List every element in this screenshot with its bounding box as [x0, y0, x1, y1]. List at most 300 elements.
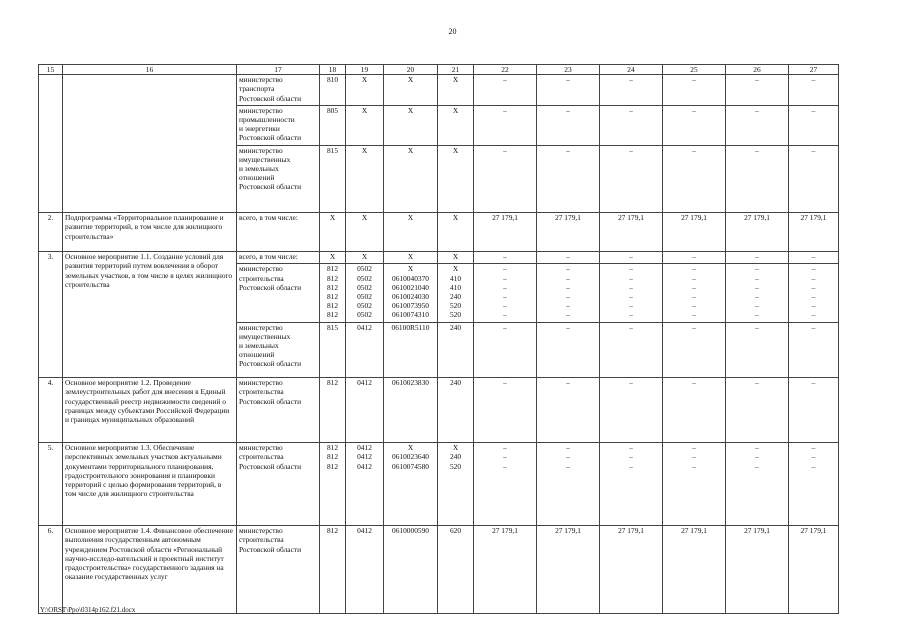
- value-block: [789, 105, 838, 145]
- cell-value: 0412: [357, 378, 372, 388]
- value-block: [726, 105, 788, 145]
- value-block: [438, 105, 473, 145]
- cell-value: –: [503, 378, 507, 388]
- cell-value: –: [566, 273, 570, 283]
- value-cell: [346, 526, 384, 614]
- cell-value: 520: [449, 301, 462, 311]
- value-cell: [384, 213, 438, 252]
- measure-name: Основное мероприятие 1.2. Проведение землеустроительных работ для внесения в Единый государственный реестр недвижимости сведений о границах между субъектами Российской Федерации и границах муниципальных образований: [63, 378, 237, 443]
- column-header: 25: [663, 65, 726, 75]
- value-cell: [320, 213, 346, 252]
- cell-value: –: [755, 291, 759, 301]
- executor-cell: [237, 378, 320, 443]
- cell-value: X: [407, 75, 414, 85]
- cell-value: 27 179,1: [555, 526, 581, 536]
- value-block: [384, 443, 437, 516]
- value-block: [663, 526, 725, 604]
- value-block: [438, 443, 473, 516]
- value-block: [384, 322, 437, 371]
- value-block: [600, 322, 662, 371]
- cell-value: 0610074310: [392, 310, 429, 320]
- cell-value: –: [755, 310, 759, 320]
- value-block: [537, 378, 599, 433]
- row-number: 6.: [39, 526, 63, 614]
- value-cell: [438, 443, 474, 526]
- value-block: [600, 213, 662, 242]
- column-header: 15: [39, 65, 63, 75]
- executor-cell: [237, 213, 320, 252]
- table-row: [39, 252, 839, 378]
- cell-value: 27 179,1: [681, 213, 707, 223]
- value-cell: [789, 443, 839, 526]
- cell-value: 06100R5110: [391, 322, 430, 332]
- cell-value: 0610073950: [392, 301, 429, 311]
- cell-value: X: [452, 145, 459, 155]
- value-cell: [726, 75, 789, 213]
- cell-value: –: [566, 378, 570, 388]
- measure-name: Подпрограмма «Территориальное планирование и развитие территорий, в том числе для жилищного строительства»: [63, 213, 237, 252]
- cell-value: 0502: [357, 264, 372, 274]
- value-block: [346, 145, 383, 206]
- cell-value: 0502: [357, 273, 372, 283]
- value-cell: [663, 75, 726, 213]
- executor-name: всего, в том числе:: [239, 213, 298, 223]
- value-block: [474, 213, 536, 242]
- value-cell: [346, 75, 384, 213]
- value-block: [474, 322, 536, 371]
- cell-value: –: [811, 282, 816, 292]
- value-cell: [726, 526, 789, 614]
- column-header: 20: [384, 65, 438, 75]
- value-cell: [537, 75, 600, 213]
- value-block: [537, 105, 599, 145]
- cell-value: –: [566, 291, 570, 301]
- value-block: [474, 105, 536, 145]
- value-block: [789, 252, 838, 263]
- cell-value: X: [407, 443, 414, 453]
- cell-value: 805: [326, 105, 339, 115]
- value-block: [726, 526, 788, 604]
- row-number: 3.: [39, 252, 63, 378]
- value-cell: [346, 378, 384, 443]
- cell-value: –: [755, 443, 759, 453]
- cell-value: –: [811, 264, 816, 274]
- value-block: [320, 213, 345, 242]
- cell-value: –: [503, 301, 507, 311]
- value-cell: [384, 252, 438, 378]
- cell-value: 410: [449, 282, 462, 292]
- measure-name: Основное мероприятие 1.1. Создание условий для развития территорий путем вовлечения в оборот земельных участков, в том числе в целях жилищного строительства: [63, 252, 237, 378]
- value-block: [320, 252, 345, 263]
- cell-value: –: [692, 105, 696, 115]
- cell-value: 812: [326, 282, 339, 292]
- value-block: [320, 443, 345, 516]
- cell-value: 812: [326, 443, 339, 453]
- cell-value: 0412: [357, 322, 372, 332]
- cell-value: –: [629, 322, 633, 332]
- cell-value: 27 179,1: [800, 213, 827, 223]
- value-block: [600, 75, 662, 105]
- cell-value: –: [566, 310, 570, 320]
- value-block: [600, 252, 662, 263]
- value-block: [320, 378, 345, 433]
- value-block: [474, 75, 536, 105]
- value-cell: [663, 252, 726, 378]
- cell-value: –: [811, 310, 816, 320]
- value-block: [537, 526, 599, 604]
- value-cell: [474, 213, 537, 252]
- value-cell: [789, 75, 839, 213]
- value-cell: [663, 443, 726, 526]
- value-block: [789, 443, 838, 516]
- cell-value: –: [566, 105, 570, 115]
- cell-value: –: [692, 252, 696, 262]
- value-cell: [789, 213, 839, 252]
- value-block: [789, 145, 838, 206]
- cell-value: 812: [326, 452, 339, 462]
- value-cell: [384, 526, 438, 614]
- value-block: [663, 105, 725, 145]
- measure-name: [63, 75, 237, 213]
- cell-value: –: [692, 443, 696, 453]
- value-block: [384, 213, 437, 242]
- value-block: [663, 322, 725, 371]
- value-block: [663, 145, 725, 206]
- cell-value: X: [407, 105, 414, 115]
- cell-value: 0502: [357, 301, 372, 311]
- value-block: [474, 526, 536, 604]
- cell-value: X: [361, 145, 368, 155]
- cell-value: –: [566, 461, 570, 471]
- cell-value: –: [811, 301, 816, 311]
- cell-value: 0412: [357, 461, 372, 471]
- cell-value: –: [692, 282, 696, 292]
- cell-value: 810: [326, 75, 339, 85]
- cell-value: 27 179,1: [800, 526, 827, 536]
- cell-value: –: [503, 443, 507, 453]
- column-header: 26: [726, 65, 789, 75]
- value-block: [663, 378, 725, 433]
- cell-value: –: [503, 273, 507, 283]
- value-cell: [789, 378, 839, 443]
- cell-value: –: [811, 461, 816, 471]
- cell-value: –: [629, 264, 633, 274]
- cell-value: 27 179,1: [618, 213, 644, 223]
- value-block: [789, 75, 838, 105]
- cell-value: 240: [449, 452, 462, 462]
- value-block: [346, 443, 383, 516]
- cell-value: –: [503, 461, 507, 471]
- cell-value: –: [692, 145, 696, 155]
- cell-value: –: [629, 310, 633, 320]
- cell-value: –: [755, 105, 759, 115]
- cell-value: 0610023830: [392, 378, 429, 388]
- value-block: [789, 526, 838, 604]
- value-cell: [438, 526, 474, 614]
- value-cell: [346, 443, 384, 526]
- cell-value: 520: [449, 310, 462, 320]
- value-block: [474, 378, 536, 433]
- cell-value: –: [755, 252, 759, 262]
- value-block: [474, 145, 536, 206]
- value-cell: [320, 526, 346, 614]
- value-block: [537, 263, 599, 321]
- cell-value: –: [811, 75, 816, 85]
- cell-value: –: [503, 145, 507, 155]
- value-block: [346, 263, 383, 321]
- cell-value: X: [329, 252, 336, 262]
- cell-value: –: [503, 310, 507, 320]
- value-cell: [438, 252, 474, 378]
- cell-value: 240: [449, 378, 462, 388]
- value-block: [600, 145, 662, 206]
- column-header: 16: [63, 65, 237, 75]
- cell-value: 0502: [357, 282, 372, 292]
- value-cell: [438, 213, 474, 252]
- cell-value: X: [452, 443, 459, 453]
- cell-value: 0502: [357, 310, 372, 320]
- value-block: [600, 526, 662, 604]
- cell-value: –: [811, 378, 816, 388]
- cell-value: –: [566, 443, 570, 453]
- value-block: [726, 252, 788, 263]
- measure-name: Основное мероприятие 1.4. Финансовое обеспечение выполнения государственным автономным учреждением Ростовской области «Региональный научно-исследо-вательский и проектный институт градостроительства» государственного задания на оказание государственных услуг: [63, 526, 237, 614]
- table-row: [39, 443, 839, 526]
- column-header: 27: [789, 65, 839, 75]
- cell-value: X: [407, 213, 414, 223]
- cell-value: 27 179,1: [555, 213, 581, 223]
- table-row: [39, 526, 839, 614]
- executor-name: министерство строительства Ростовской области: [239, 526, 302, 554]
- cell-value: 0412: [357, 443, 372, 453]
- cell-value: –: [692, 452, 696, 462]
- cell-value: 0502: [357, 291, 372, 301]
- cell-value: –: [692, 310, 696, 320]
- cell-value: –: [503, 105, 507, 115]
- value-cell: [600, 75, 663, 213]
- value-block: [320, 105, 345, 145]
- cell-value: X: [407, 252, 414, 262]
- value-cell: [600, 252, 663, 378]
- cell-value: 812: [326, 526, 339, 536]
- value-block: [726, 322, 788, 371]
- value-block: [726, 213, 788, 242]
- value-block: [438, 145, 473, 206]
- cell-value: –: [755, 145, 759, 155]
- value-cell: [346, 213, 384, 252]
- cell-value: 812: [326, 310, 339, 320]
- cell-value: –: [755, 322, 759, 332]
- cell-value: –: [629, 291, 633, 301]
- cell-value: –: [692, 273, 696, 283]
- value-cell: [474, 252, 537, 378]
- cell-value: –: [755, 452, 759, 462]
- cell-value: –: [692, 291, 696, 301]
- cell-value: –: [566, 282, 570, 292]
- executor-name: министерство строительства Ростовской области: [239, 378, 302, 406]
- cell-value: 410: [449, 273, 462, 283]
- cell-value: –: [692, 461, 696, 471]
- cell-value: –: [692, 264, 696, 274]
- column-header: 21: [438, 65, 474, 75]
- cell-value: –: [629, 282, 633, 292]
- cell-value: 27 179,1: [744, 526, 770, 536]
- value-block: [474, 443, 536, 516]
- value-cell: [384, 378, 438, 443]
- value-block: [726, 75, 788, 105]
- cell-value: –: [811, 291, 816, 301]
- value-block: [384, 145, 437, 206]
- value-block: [438, 252, 473, 263]
- value-block: [600, 443, 662, 516]
- table-row: [39, 75, 839, 213]
- cell-value: X: [361, 105, 368, 115]
- value-cell: [438, 378, 474, 443]
- cell-value: –: [811, 145, 816, 155]
- row-number: 5.: [39, 443, 63, 526]
- cell-value: 0610040370: [392, 273, 429, 283]
- cell-value: –: [811, 273, 816, 283]
- cell-value: –: [755, 273, 759, 283]
- cell-value: X: [361, 213, 368, 223]
- value-cell: [537, 213, 600, 252]
- value-block: [384, 75, 437, 105]
- value-block: [346, 213, 383, 242]
- cell-value: 27 179,1: [744, 213, 770, 223]
- value-cell: [600, 378, 663, 443]
- cell-value: –: [692, 322, 696, 332]
- value-block: [438, 75, 473, 105]
- value-cell: [600, 443, 663, 526]
- value-block: [600, 263, 662, 321]
- value-cell: [537, 443, 600, 526]
- cell-value: –: [629, 145, 633, 155]
- value-cell: [789, 526, 839, 614]
- cell-value: –: [629, 105, 633, 115]
- value-block: [537, 322, 599, 371]
- value-block: [726, 145, 788, 206]
- value-block: [537, 75, 599, 105]
- cell-value: –: [811, 105, 816, 115]
- row-number: [39, 75, 63, 213]
- value-cell: [438, 75, 474, 213]
- cell-value: 27 179,1: [492, 526, 518, 536]
- table-row: [39, 378, 839, 443]
- value-cell: [384, 75, 438, 213]
- cell-value: –: [629, 75, 633, 85]
- cell-value: X: [452, 213, 459, 223]
- value-cell: [789, 252, 839, 378]
- cell-value: –: [629, 252, 633, 262]
- value-cell: [474, 75, 537, 213]
- cell-value: 0610000590: [392, 526, 429, 536]
- value-cell: [663, 526, 726, 614]
- value-block: [789, 322, 838, 371]
- value-block: [438, 322, 473, 371]
- cell-value: –: [755, 75, 759, 85]
- cell-value: X: [452, 75, 459, 85]
- value-block: [537, 213, 599, 242]
- cell-value: –: [811, 322, 816, 332]
- column-header: 17: [237, 65, 320, 75]
- cell-value: 240: [449, 322, 462, 332]
- executor-name: министерство строительства Ростовской области: [237, 263, 319, 321]
- cell-value: –: [692, 378, 696, 388]
- value-block: [663, 75, 725, 105]
- cell-value: 0610024030: [392, 291, 429, 301]
- file-path: Y:\ORST\Ppo\0314p162.f21.docx: [40, 606, 136, 614]
- value-block: [438, 526, 473, 604]
- row-number: 4.: [39, 378, 63, 443]
- value-block: [789, 263, 838, 321]
- value-block: [384, 252, 437, 263]
- value-block: [346, 75, 383, 105]
- value-block: [438, 263, 473, 321]
- budget-table: [38, 64, 839, 614]
- cell-value: 812: [326, 461, 339, 471]
- column-header: 24: [600, 65, 663, 75]
- cell-value: X: [361, 75, 368, 85]
- cell-value: –: [811, 452, 816, 462]
- cell-value: 0610023640: [392, 452, 429, 462]
- value-block: [474, 252, 536, 263]
- executor-name: министерство строительства Ростовской области: [239, 443, 302, 471]
- executor-name: министерство промышленности и энергетики Ростовской области: [237, 105, 319, 145]
- value-cell: [474, 526, 537, 614]
- cell-value: 520: [449, 461, 462, 471]
- executor-cell: [237, 526, 320, 614]
- cell-value: –: [503, 452, 507, 462]
- column-header: 23: [537, 65, 600, 75]
- value-block: [384, 378, 437, 433]
- cell-value: –: [811, 252, 816, 262]
- value-block: [384, 105, 437, 145]
- value-block: [537, 443, 599, 516]
- value-cell: [537, 526, 600, 614]
- value-block: [600, 378, 662, 433]
- value-cell: [726, 213, 789, 252]
- value-block: [537, 145, 599, 206]
- value-block: [537, 252, 599, 263]
- cell-value: –: [629, 443, 633, 453]
- value-block: [384, 263, 437, 321]
- cell-value: –: [755, 301, 759, 311]
- cell-value: X: [329, 213, 336, 223]
- column-header: 22: [474, 65, 537, 75]
- cell-value: –: [629, 273, 633, 283]
- cell-value: –: [566, 145, 570, 155]
- value-block: [346, 105, 383, 145]
- cell-value: –: [566, 252, 570, 262]
- cell-value: –: [629, 452, 633, 462]
- value-cell: [537, 252, 600, 378]
- cell-value: X: [407, 264, 414, 274]
- cell-value: 27 179,1: [618, 526, 644, 536]
- cell-value: –: [755, 378, 759, 388]
- value-block: [320, 526, 345, 604]
- cell-value: –: [629, 378, 633, 388]
- value-block: [346, 378, 383, 433]
- cell-value: 27 179,1: [681, 526, 707, 536]
- cell-value: 812: [326, 291, 339, 301]
- cell-value: 0412: [357, 452, 372, 462]
- cell-value: –: [503, 291, 507, 301]
- cell-value: –: [629, 301, 633, 311]
- cell-value: 812: [326, 301, 339, 311]
- value-block: [726, 263, 788, 321]
- value-block: [438, 378, 473, 433]
- value-cell: [726, 252, 789, 378]
